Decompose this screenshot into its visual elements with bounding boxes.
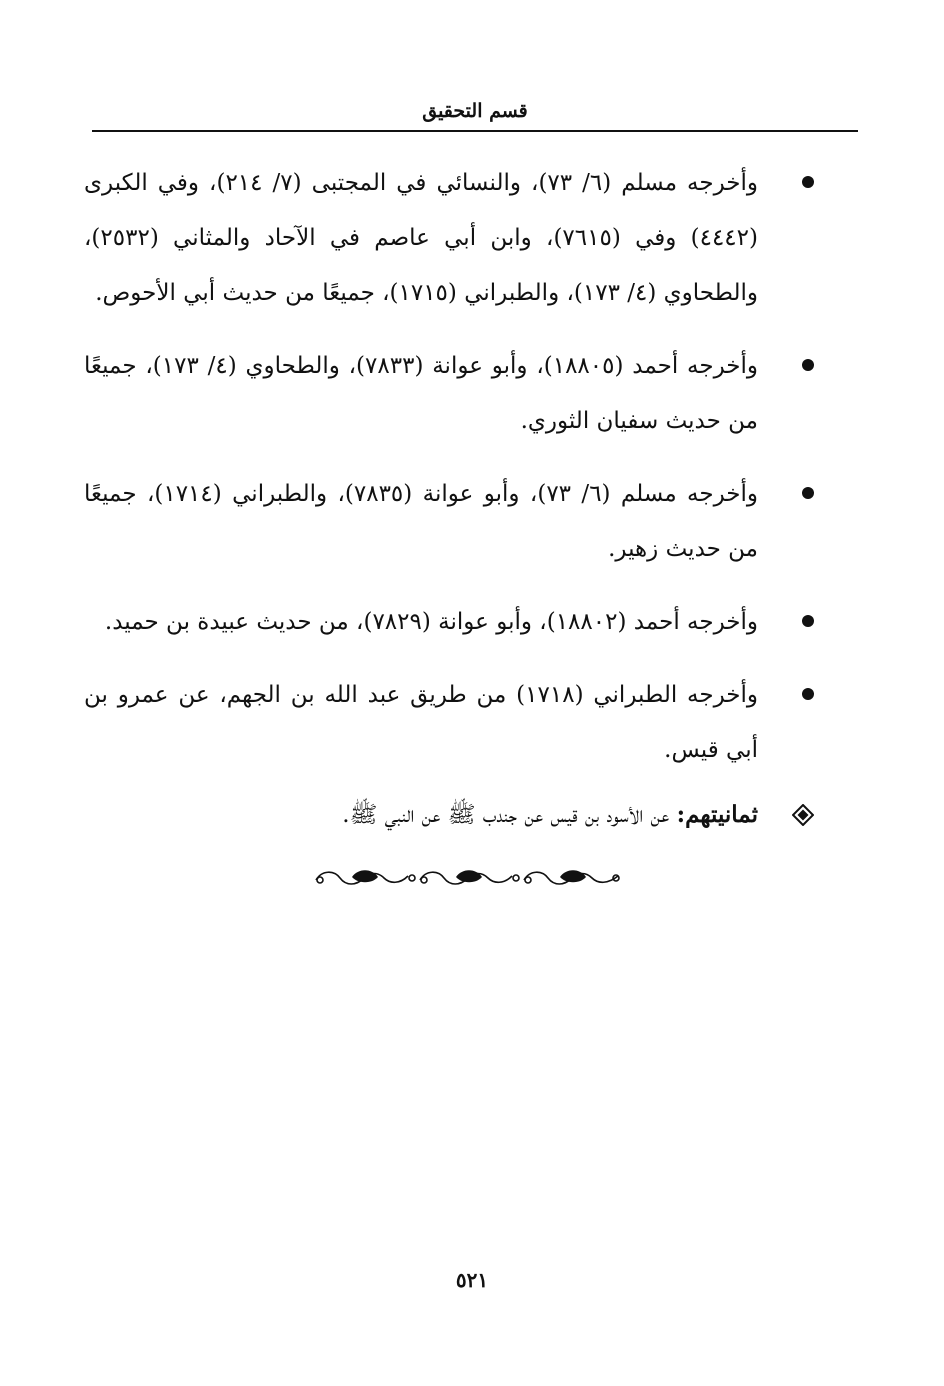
list-item-text: وأخرجه أحمد (١٨٨٠٥)، وأبو عوانة (٧٨٣٣)، والطحاوي (٤/ ١٧٣)، جميعًا من حديث سفيان الثوري. <box>84 353 758 434</box>
takhrij-list <box>84 156 814 796</box>
ornament-divider-icon <box>312 860 624 894</box>
list-item-text: وأخرجه الطبراني (١٧١٨) من طريق عبد الله بن الجهم، عن عمرو بن أبي قيس. <box>84 682 758 763</box>
bullet-icon <box>802 615 814 627</box>
list-item <box>84 595 814 650</box>
summary-text <box>342 800 758 834</box>
header-title: قسم التحقيق <box>422 100 528 122</box>
list-item <box>84 668 814 778</box>
list-item <box>84 467 814 577</box>
bullet-icon <box>802 176 814 188</box>
summary-line <box>190 798 814 838</box>
summary-label: ثمانيتهم: <box>676 801 758 828</box>
page-number: ٥٢١ <box>455 1268 489 1292</box>
list-item-text: وأخرجه مسلم (٦/ ٧٣)، والنسائي في المجتبى (٧/ ٢١٤)، وفي الكبرى (٤٤٤٢) وفي (٧٦١٥)، وابن أبي عاصم في الآحاد والمثاني (٢٥٣٢)، والطحاوي (٤/ ١٧٣)، والطبراني (١٧١٥)، جميعًا من حديث أبي الأحوص. <box>84 170 759 306</box>
page-header <box>92 96 858 132</box>
bullet-icon <box>802 487 814 499</box>
summary-body: عن الأسود بن قيس عن جندب ﷺ عن النبي ﷺ. <box>342 802 677 828</box>
list-item-text: وأخرجه أحمد (١٨٨٠٢)، وأبو عوانة (٧٨٢٩)، من حديث عبيدة بن حميد. <box>104 609 758 635</box>
list-item <box>84 339 814 449</box>
bullet-icon <box>802 359 814 371</box>
list-item <box>84 156 814 321</box>
bullet-icon <box>802 688 814 700</box>
list-item-text: وأخرجه مسلم (٦/ ٧٣)، وأبو عوانة (٧٨٣٥)، والطبراني (١٧١٤)، جميعًا من حديث زهير. <box>84 481 758 562</box>
diamond-icon <box>792 804 814 826</box>
